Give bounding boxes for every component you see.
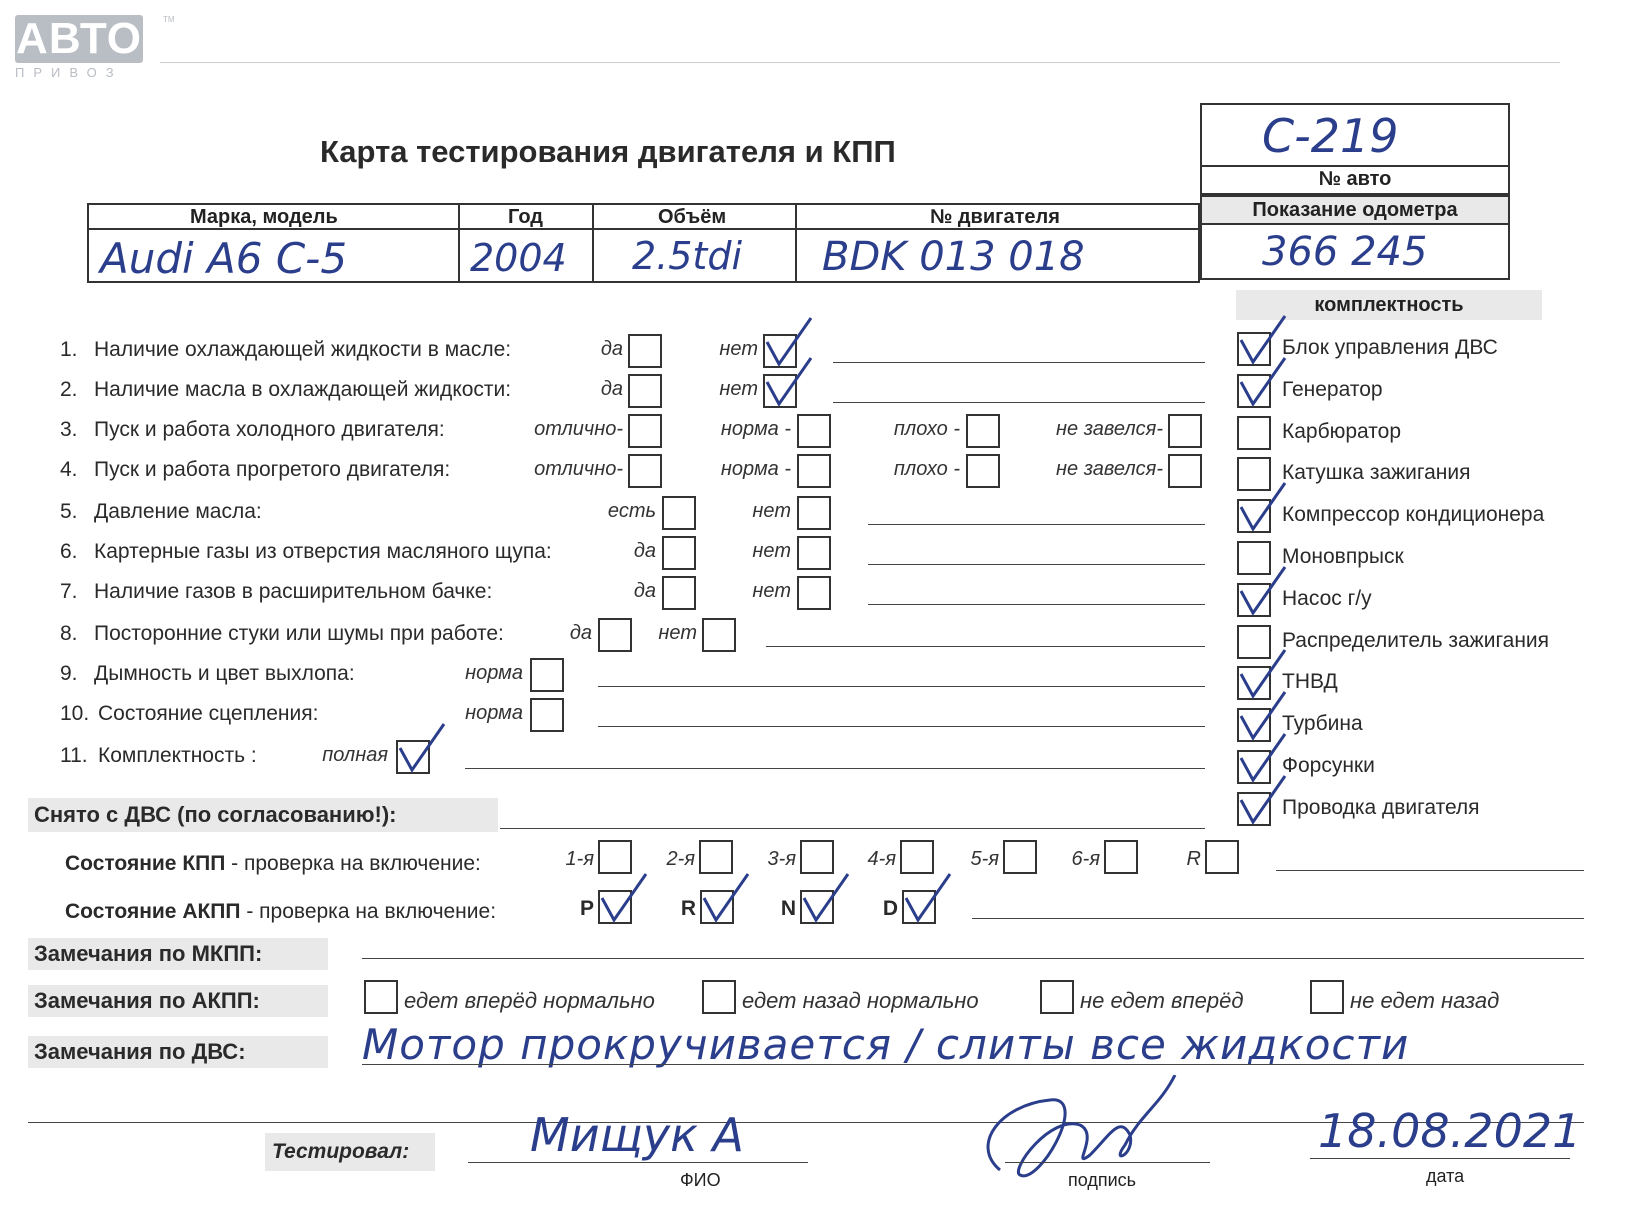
remarks-dvs-line <box>362 1064 1584 1065</box>
option-checkbox[interactable] <box>628 334 662 368</box>
remarks-dvs-label: Замечания по ДВС: <box>28 1036 328 1068</box>
col-divider <box>458 203 460 283</box>
odometer-value: 366 245 <box>1262 229 1428 275</box>
option-checkbox[interactable] <box>628 414 662 448</box>
option-label: норма <box>465 702 523 724</box>
option-checkbox[interactable] <box>530 698 564 732</box>
option-checkbox[interactable] <box>628 454 662 488</box>
option-checkbox[interactable] <box>396 740 430 774</box>
option-checkbox[interactable] <box>662 496 696 530</box>
kpp-gear-label: 5-я <box>970 848 999 870</box>
option-label: да <box>569 622 592 644</box>
completeness-item-label: Проводка двигателя <box>1282 795 1480 819</box>
question-number: 4. <box>60 458 78 481</box>
car-number-box <box>1200 103 1510 167</box>
remarks-mkpp-label: Замечания по МКПП: <box>28 938 328 970</box>
odometer-label: Показание одометра <box>1252 199 1458 221</box>
question-number: 5. <box>60 500 78 523</box>
kpp-gear-label: R <box>1186 848 1201 870</box>
answer-line <box>598 686 1205 687</box>
question-number: 9. <box>60 662 78 685</box>
question-text: Наличие масла в охлаждающей жидкости: <box>94 378 512 401</box>
option-label: нет <box>752 580 791 602</box>
option-checkbox[interactable] <box>797 414 831 448</box>
option-checkbox[interactable] <box>1168 414 1202 448</box>
option-checkbox[interactable] <box>763 374 797 408</box>
question-text: Пуск и работа прогретого двигателя: <box>94 458 451 481</box>
akpp-label-rest: - проверка на включение: <box>240 900 497 923</box>
completeness-item-label: ТНВД <box>1282 670 1338 694</box>
kpp-gear-checkbox[interactable] <box>800 840 834 874</box>
akpp-gear-checkbox[interactable] <box>598 890 632 924</box>
option-label: плохо - <box>893 418 960 440</box>
completeness-item-label: Генератор <box>1282 377 1383 401</box>
question-text: Наличие охлаждающей жидкости в масле: <box>94 338 512 361</box>
logo-mark: АВТО <box>16 14 142 63</box>
tester-name: Мищук А <box>530 1108 745 1162</box>
completeness-item-label: Форсунки <box>1282 754 1375 777</box>
remarks-dvs-value: Мотор прокручивается / слиты все жидкости <box>362 1020 1410 1069</box>
completeness-item-label: Компрессор кондиционера <box>1282 503 1545 527</box>
option-label: не завелся- <box>1056 458 1163 480</box>
answer-line <box>465 768 1205 769</box>
car-number-value: C-219 <box>1262 109 1399 163</box>
akpp-remark-checkbox[interactable] <box>702 980 736 1014</box>
fio-line <box>468 1162 808 1163</box>
completeness-item-label: Насос г/у <box>1282 586 1372 610</box>
trademark: TM <box>163 15 175 24</box>
removed-line <box>500 828 1205 829</box>
answer-line <box>766 646 1205 647</box>
akpp-gear-checkbox[interactable] <box>800 890 834 924</box>
option-checkbox[interactable] <box>662 576 696 610</box>
option-label: нет <box>752 540 791 562</box>
year-label: Год <box>508 206 543 228</box>
removed-label: Снято с ДВС (по согласованию!): <box>28 798 498 832</box>
kpp-gear-checkbox[interactable] <box>1205 840 1239 874</box>
answer-line <box>598 726 1205 727</box>
akpp-gear-checkbox[interactable] <box>902 890 936 924</box>
option-label: да <box>633 580 656 602</box>
logo-subtitle: ПРИВОЗ <box>15 65 123 80</box>
answer-line <box>833 362 1205 363</box>
completeness-heading: комплектность <box>1236 290 1542 320</box>
option-checkbox[interactable] <box>797 496 831 530</box>
akpp-remark-checkbox[interactable] <box>1040 980 1074 1014</box>
question-text: Комплектность : <box>98 744 257 767</box>
completeness-checkbox[interactable] <box>1237 416 1271 450</box>
akpp-gear-checkbox[interactable] <box>700 890 734 924</box>
completeness-item-label: Блок управления ДВС <box>1282 336 1498 359</box>
signature-caption: подпись <box>1068 1170 1137 1190</box>
option-label: норма <box>465 662 523 684</box>
car-number-label-cell <box>1200 165 1510 195</box>
option-checkbox[interactable] <box>628 374 662 408</box>
kpp-label-rest: - проверка на включение: <box>225 852 481 875</box>
engine-number-label: № двигателя <box>930 206 1060 228</box>
fio-caption: ФИО <box>680 1170 721 1190</box>
akpp-label <box>65 900 496 924</box>
akpp-label-bold: Состояние АКПП <box>65 900 241 923</box>
kpp-gear-label: 4-я <box>867 848 896 870</box>
option-label: есть <box>607 500 656 522</box>
question-number: 6. <box>60 540 78 563</box>
akpp-remark-checkbox[interactable] <box>364 980 398 1014</box>
option-checkbox[interactable] <box>1168 454 1202 488</box>
option-label: плохо - <box>893 458 960 480</box>
option-checkbox[interactable] <box>702 618 736 652</box>
option-checkbox[interactable] <box>598 618 632 652</box>
option-label: да <box>633 540 656 562</box>
option-checkbox[interactable] <box>797 536 831 570</box>
kpp-gear-label: 3-я <box>767 848 796 870</box>
question-number: 7. <box>60 580 78 603</box>
kpp-line <box>1276 870 1584 871</box>
akpp-gear-label: R <box>680 897 696 920</box>
question-text: Картерные газы из отверстия масляного щупа: <box>94 540 552 563</box>
option-label: отлично- <box>534 458 623 480</box>
volume-label: Объём <box>658 206 727 228</box>
option-checkbox[interactable] <box>530 658 564 692</box>
avtoprivoz-logo <box>15 14 175 80</box>
signature-line <box>1005 1162 1210 1163</box>
option-label: норма - <box>720 458 791 480</box>
completeness-item-label: Катушка зажигания <box>1282 461 1471 485</box>
akpp-line <box>972 918 1584 919</box>
kpp-gear-checkbox[interactable] <box>900 840 934 874</box>
completeness-checkbox[interactable] <box>1237 374 1271 408</box>
brand-model-label: Марка, модель <box>190 206 338 228</box>
akpp-remark-checkbox[interactable] <box>1310 980 1344 1014</box>
odometer-value-cell <box>1200 223 1510 280</box>
page-title: Карта тестирования двигателя и КПП <box>320 134 896 169</box>
kpp-gear-checkbox[interactable] <box>1104 840 1138 874</box>
top-divider <box>160 62 1560 63</box>
completeness-checkbox[interactable] <box>1237 792 1271 826</box>
tested-label: Тестировал: <box>272 1140 410 1163</box>
volume-value: 2.5tdi <box>632 234 743 278</box>
question-number: 3. <box>60 418 78 441</box>
answer-line <box>868 524 1205 525</box>
option-label: норма - <box>720 418 791 440</box>
remarks-mkpp-line <box>362 958 1584 959</box>
option-label: да <box>600 378 623 400</box>
option-checkbox[interactable] <box>797 454 831 488</box>
question-text: Наличие газов в расширительном бачке: <box>94 580 493 603</box>
answer-line <box>868 564 1205 565</box>
completeness-item-label: Турбина <box>1282 712 1363 736</box>
date-caption: дата <box>1426 1166 1465 1186</box>
option-checkbox[interactable] <box>797 576 831 610</box>
option-label: полная <box>322 744 388 766</box>
date-value: 18.08.2021 <box>1318 1104 1582 1158</box>
remarks-akpp-label: Замечания по АКПП: <box>28 985 328 1017</box>
kpp-gear-checkbox[interactable] <box>699 840 733 874</box>
akpp-remark-label: не едет назад <box>1350 988 1500 1013</box>
kpp-label-bold: Состояние КПП <box>65 852 226 875</box>
answer-line <box>868 604 1205 605</box>
kpp-gear-checkbox[interactable] <box>1003 840 1037 874</box>
question-number: 11. <box>60 744 88 767</box>
completeness-checkbox[interactable] <box>1237 583 1271 617</box>
date-line <box>1310 1158 1570 1159</box>
option-checkbox[interactable] <box>966 454 1000 488</box>
akpp-remark-label: едет назад нормально <box>742 988 979 1013</box>
option-checkbox[interactable] <box>662 536 696 570</box>
akpp-gear-label: D <box>882 897 898 920</box>
akpp-gear-label: P <box>579 897 594 920</box>
brand-model-value: Audi A6 C-5 <box>100 234 348 283</box>
question-text: Посторонние стуки или шумы при работе: <box>94 622 504 645</box>
question-text: Пуск и работа холодного двигателя: <box>94 418 445 441</box>
option-label: нет <box>719 338 758 360</box>
completeness-item-label: Моновпрыск <box>1282 545 1404 568</box>
completeness-checkbox[interactable] <box>1237 499 1271 533</box>
engine-number-value: BDK 013 018 <box>822 234 1085 280</box>
question-text: Состояние сцепления: <box>98 702 319 725</box>
akpp-gear-label: N <box>780 897 796 920</box>
col-divider <box>592 203 594 283</box>
col-divider <box>795 203 797 283</box>
akpp-remark-label: едет вперёд нормально <box>404 988 655 1013</box>
option-label: нет <box>658 622 697 644</box>
answer-line <box>833 402 1205 403</box>
kpp-label <box>65 852 481 876</box>
question-number: 1. <box>60 338 78 361</box>
option-label: да <box>600 338 623 360</box>
kpp-gear-label: 1-я <box>565 848 594 870</box>
completeness-item-label: Карбюратор <box>1282 419 1402 443</box>
question-number: 8. <box>60 622 78 645</box>
akpp-remark-label: не едет вперёд <box>1080 988 1244 1013</box>
kpp-gear-label: 2-я <box>666 848 695 870</box>
option-checkbox[interactable] <box>966 414 1000 448</box>
option-label: не завелся- <box>1056 418 1163 440</box>
option-label: нет <box>719 378 758 400</box>
option-label: отлично- <box>534 418 623 440</box>
question-text: Дымность и цвет выхлопа: <box>94 662 355 685</box>
kpp-gear-checkbox[interactable] <box>598 840 632 874</box>
question-text: Давление масла: <box>94 500 262 523</box>
car-number-label: № авто <box>1318 168 1392 190</box>
question-number: 10. <box>60 702 90 725</box>
completeness-item-label: Распределитель зажигания <box>1282 628 1550 652</box>
kpp-gear-label: 6-я <box>1071 848 1100 870</box>
year-value: 2004 <box>470 236 567 280</box>
question-number: 2. <box>60 378 78 401</box>
option-label: нет <box>752 500 791 522</box>
odometer-label-cell <box>1200 195 1510 225</box>
